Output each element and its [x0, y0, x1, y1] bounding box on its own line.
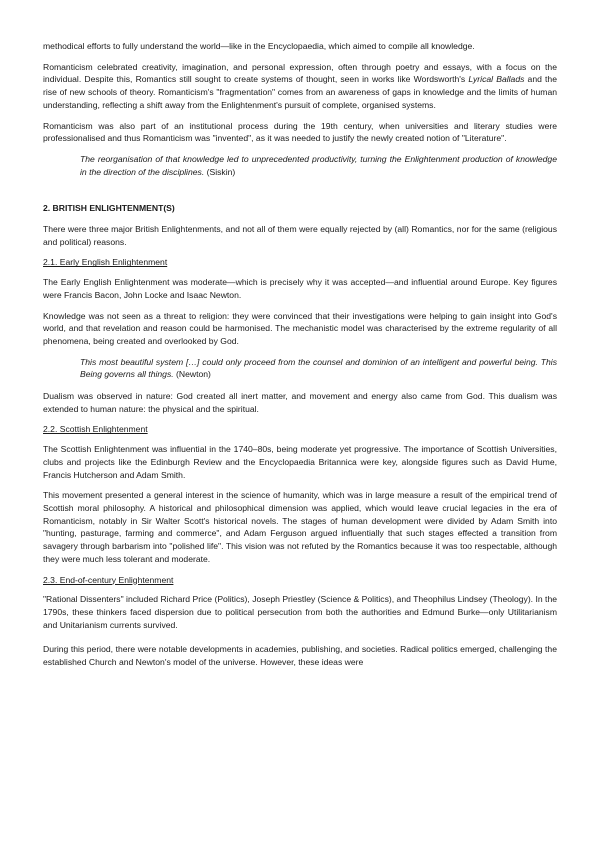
- quote-text: The reorganisation of that knowledge led to unprecedented productivity, turning the Enlightenment production of knowledge in the direction of the disciplines.: [80, 153, 557, 177]
- paragraph-scottish-1: The Scottish Enlightenment was influential in the 1740–80s, being moderate yet progressive. The importance of Scottish Universities, clubs and projects like the Edinburgh Review and the Encyclopaedia Britannica were key, alongside figures such as David Hume, Francis Hutcherson and Adam Smith.: [43, 444, 557, 480]
- subheading-end-of-century-enlightenment: 2.3. End-of-century Enlightenment: [43, 574, 174, 585]
- paragraph-romanticism-institutional: Romanticism was also part of an institutional process during the 19th century, when universities and literary studies were professionalised and thus Romanticism was "invented", as it was needed to justify the newly created notion of "Literature".: [43, 120, 557, 144]
- text-run: Romanticism celebrated creativity, imagination, and personal expression, often through poetry and essays, with a focus on the individual. Despite this, Romantics still sought to create systems of thought, seen in works like Wordsworth's: [43, 61, 557, 85]
- paragraph-early-english-3: Dualism was observed in nature: God created all inert matter, and movement and energy also came from God. This dualism was extended to human nature: the physical and the spiritual.: [43, 391, 557, 414]
- paragraph-romanticism-creativity: [43, 61, 557, 112]
- quote-text: This most beautiful system […] could only proceed from the counsel and dominion of an intelligent and powerful being. This Being governs all things.: [80, 356, 557, 380]
- subheading-scottish-enlightenment: 2.2. Scottish Enlightenment: [43, 424, 148, 435]
- paragraph-scottish-2: This movement presented a general interest in the science of humanity, which was in large measure a result of the empirical trend of Scottish moral philosophy. A historical and philosophical dimension was applied, which would leave crucial legacies in the era of Romanticism, notably in Sir Walter Scott's historical novels. The stages of human development were divided by Adam Smith into "hunting, pasturage, farming and commerce", and Adam Ferguson argued influentially that such stages effected a transition from savagery through barbarism into "polished life". This vision was not refuted by the Romantics because it was too respectable, although they were much less tolerant and moderate.: [43, 490, 557, 564]
- text-run: and the rise of new schools of theory. Romanticism's "fragmentation" comes from an awareness of gaps in knowledge and the limits of human understanding, reflecting a shift away from the Enlightenment's pursuit of complete, organised systems.: [43, 74, 557, 110]
- paragraph-section-2-intro: There were three major British Enlightenments, and not all of them were equally rejected by (all) Romantics, nor for the same (religious and political) reasons.: [43, 224, 557, 247]
- quote-source: (Siskin): [206, 166, 236, 177]
- paragraph-end-of-century-1: "Rational Dissenters" included Richard Price (Politics), Joseph Priestley (Science & Politics), and Theophilus Lindsey (Theology). In the 1790s, these thinkers faced dispersion due to political persecution from both the authorities and Edmund Burke—only Utilitarianism and Unitarianism currents survived.: [43, 594, 557, 630]
- subheading-early-english-enlightenment: 2.1. Early English Enlightenment: [43, 257, 168, 268]
- paragraph-intro-tail: methodical efforts to fully understand the world—like in the Encyclopaedia, which aimed to compile all knowledge.: [43, 41, 475, 51]
- paragraph-early-english-1: The Early English Enlightenment was moderate—which is precisely why it was accepted—and influential around Europe. Key figures were Francis Bacon, John Locke and Isaac Newton.: [43, 277, 557, 300]
- quote-source: (Newton): [176, 369, 211, 380]
- paragraph-early-english-2: Knowledge was not seen as a threat to religion: they were convinced that their investigations were helping to gain insight into God's world, and that revelation and reason could be harmonised. The mechanistic model was characterised by the extreme regularity of all phenomena, being created and overlooked by God.: [43, 310, 557, 346]
- section-heading-british-enlightenments: 2. BRITISH ENLIGHTENMENT(S): [43, 203, 175, 214]
- blockquote-newton: [80, 356, 557, 381]
- paragraph-end-of-century-2: During this period, there were notable developments in academies, publishing, and societies. Radical politics emerged, challenging the established Church and Newton's model of the universe. However, these ideas were: [43, 644, 557, 668]
- blockquote-siskin: [80, 153, 557, 178]
- book-title-lyrical-ballads: Lyrical Ballads: [468, 74, 525, 85]
